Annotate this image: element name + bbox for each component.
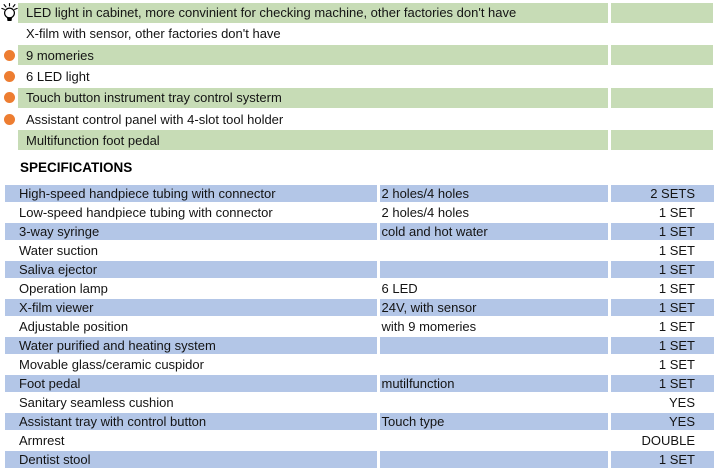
item-spec-cell: [380, 432, 609, 450]
table-row: [5, 279, 722, 298]
feature-row: [0, 45, 722, 66]
specifications-table: [5, 184, 722, 469]
table-row: [5, 298, 722, 317]
item-name-cell: Movable glass/ceramic cuspidor: [19, 357, 204, 373]
bullet-zone: [0, 87, 18, 108]
item-spec-cell: [380, 356, 609, 374]
item-spec-cell: mutilfunction: [380, 375, 609, 393]
feature-list: [0, 0, 722, 151]
bullet-zone: [0, 108, 18, 129]
item-spec-cell: Touch type: [380, 413, 609, 431]
item-qty-cell: 1 SET: [658, 357, 695, 373]
orange-dot-bullet: [4, 114, 15, 125]
item-spec-cell: 24V, with sensor: [380, 299, 609, 317]
item-qty-cell: 1 SET: [611, 261, 715, 279]
item-name-cell: Water purified and heating system: [5, 337, 377, 355]
item-name-cell: Operation lamp: [19, 281, 108, 297]
item-name-cell: Saliva ejector: [5, 261, 377, 279]
item-spec-cell: cold and hot water: [380, 223, 609, 241]
item-name-cell: Adjustable position: [19, 319, 129, 335]
item-spec-cell: [380, 394, 609, 412]
item-name-cell: X-film viewer: [5, 299, 377, 317]
item-qty-cell: 1 SET: [658, 319, 695, 335]
feature-row-right-cell: [611, 88, 714, 108]
feature-row-right-cell: [611, 109, 714, 129]
item-qty-cell: DOUBLE: [641, 433, 695, 449]
item-name-cell: Assistant tray with control button: [5, 413, 377, 431]
feature-row: [0, 130, 722, 151]
item-qty-cell: 1 SET: [611, 223, 715, 241]
feature-row-right-cell: [611, 3, 714, 23]
item-qty-cell: YES: [611, 413, 715, 431]
item-name-cell: Foot pedal: [5, 375, 377, 393]
feature-row-right-cell: [611, 67, 714, 87]
item-qty-cell: 1 SET: [611, 451, 715, 469]
table-row: [5, 222, 722, 241]
table-row: [5, 317, 722, 336]
bullet-zone: [0, 66, 18, 87]
feature-text: Assistant control panel with 4-slot tool holder: [26, 111, 284, 127]
item-spec-cell: 6 LED: [381, 281, 418, 297]
table-row: [5, 450, 722, 469]
feature-row: [0, 87, 722, 108]
table-row: [5, 241, 722, 260]
table-row: [5, 260, 722, 279]
item-spec-cell: with 9 momeries: [381, 319, 477, 335]
item-spec-cell: 2 holes/4 holes: [381, 205, 469, 221]
item-spec-cell: [380, 242, 609, 260]
bullet-zone: [0, 45, 18, 66]
table-row: [5, 203, 722, 222]
feature-row-right-cell: [611, 45, 714, 65]
item-name-cell: Sanitary seamless cushion: [19, 395, 174, 411]
table-row: [5, 393, 722, 412]
table-row: [5, 374, 722, 393]
item-name-cell: Water suction: [19, 243, 98, 259]
feature-row-right-cell: [611, 130, 714, 150]
table-row: [5, 355, 722, 374]
lightbulb-icon: [1, 3, 18, 22]
item-name-cell: High-speed handpiece tubing with connector: [5, 185, 377, 203]
item-spec-cell: 2 holes/4 holes: [380, 185, 609, 203]
table-row: [5, 336, 722, 355]
item-qty-cell: 1 SET: [611, 337, 715, 355]
feature-text: X-film with sensor, other factories don't have: [26, 26, 281, 42]
feature-row: [0, 66, 722, 87]
feature-text: 6 LED light: [26, 69, 90, 85]
item-qty-cell: 1 SET: [658, 281, 695, 297]
feature-row-right-cell: [611, 24, 714, 44]
item-qty-cell: 1 SET: [658, 205, 695, 221]
feature-text: 9 momeries: [18, 45, 608, 65]
item-name-cell: 3-way syringe: [5, 223, 377, 241]
item-qty-cell: 1 SET: [611, 299, 715, 317]
item-name-cell: Low-speed handpiece tubing with connector: [19, 205, 273, 221]
item-name-cell: Armrest: [19, 433, 65, 449]
specifications-heading: SPECIFICATIONS: [20, 160, 133, 176]
item-qty-cell: 1 SET: [611, 375, 715, 393]
orange-dot-bullet: [4, 71, 15, 82]
item-name-cell: Dentist stool: [5, 451, 377, 469]
orange-dot-bullet: [4, 50, 15, 61]
bullet-zone: [0, 2, 18, 23]
table-row: [5, 431, 722, 450]
bullet-zone: [0, 23, 18, 44]
feature-text: Multifunction foot pedal: [18, 130, 608, 150]
feature-text: LED light in cabinet, more convinient for checking machine, other factories don't have: [18, 3, 608, 23]
table-row: [5, 184, 722, 203]
feature-row: [0, 23, 722, 44]
item-qty-cell: 2 SETS: [611, 185, 715, 203]
feature-text: Touch button instrument tray control systerm: [18, 88, 608, 108]
orange-dot-bullet: [4, 92, 15, 103]
item-qty-cell: 1 SET: [658, 243, 695, 259]
item-spec-cell: [380, 337, 609, 355]
table-row: [5, 412, 722, 431]
feature-row: [0, 2, 722, 23]
item-qty-cell: YES: [668, 395, 695, 411]
item-spec-cell: [380, 451, 609, 469]
bullet-zone: [0, 130, 18, 151]
item-spec-cell: [380, 261, 609, 279]
feature-row: [0, 108, 722, 129]
